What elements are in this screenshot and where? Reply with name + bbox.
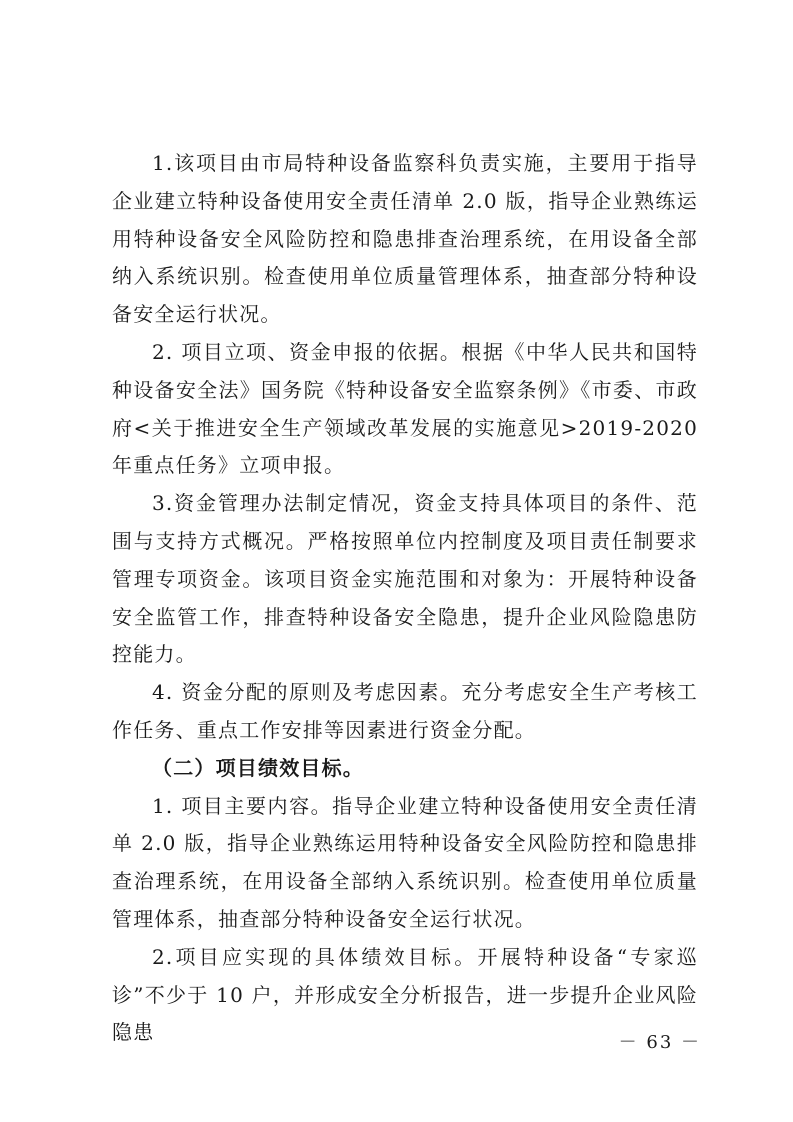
- paragraph-specific-goals: 2.项目应实现的具体绩效目标。开展特种设备“专家巡诊”不少于 10 户，并形成安全分析报告，进一步提升企业风险隐患: [112, 944, 698, 1045]
- paragraph-fund-allocation: 4. 资金分配的原则及考虑因素。充分考虑安全生产考核工作任务、重点工作安排等因素进行资金分配。: [112, 680, 698, 742]
- paragraph-implementation: 1.该项目由市局特种设备监察科负责实施，主要用于指导企业建立特种设备使用安全责任清单 2.0 版，指导企业熟练运用特种设备安全风险防控和隐患排查治理系统，在用设备全部纳入系统识别。检查使用单位质量管理体系，抽查部分特种设备安全运行状况。: [112, 151, 698, 327]
- section-heading-performance-goals: （二）项目绩效目标。: [152, 755, 364, 780]
- paragraph-fund-management: 3.资金管理办法制定情况，资金支持具体项目的条件、范围与支持方式概况。严格按照单位内控制度及项目责任制要求管理专项资金。该项目资金实施范围和对象为：开展特种设备安全监管工作，排查特种设备安全隐患，提升企业风险隐患防控能力。: [112, 491, 698, 667]
- paragraph-main-content: 1. 项目主要内容。指导企业建立特种设备使用安全责任清单 2.0 版，指导企业熟练运用特种设备安全风险防控和隐患排查治理系统，在用设备全部纳入系统识别。检查使用单位质量管理体系，抽查部分特种设备安全运行状况。: [112, 793, 698, 931]
- paragraph-basis: 2. 项目立项、资金申报的依据。根据《中华人民共和国特种设备安全法》国务院《特种设备安全监察条例》《市委、市政府<关于推进安全生产领域改革发展的实施意见>2019-2020 年重点任务》立项申报。: [112, 339, 698, 478]
- document-body: [112, 145, 698, 1052]
- page-number: － 63 －: [618, 1032, 701, 1053]
